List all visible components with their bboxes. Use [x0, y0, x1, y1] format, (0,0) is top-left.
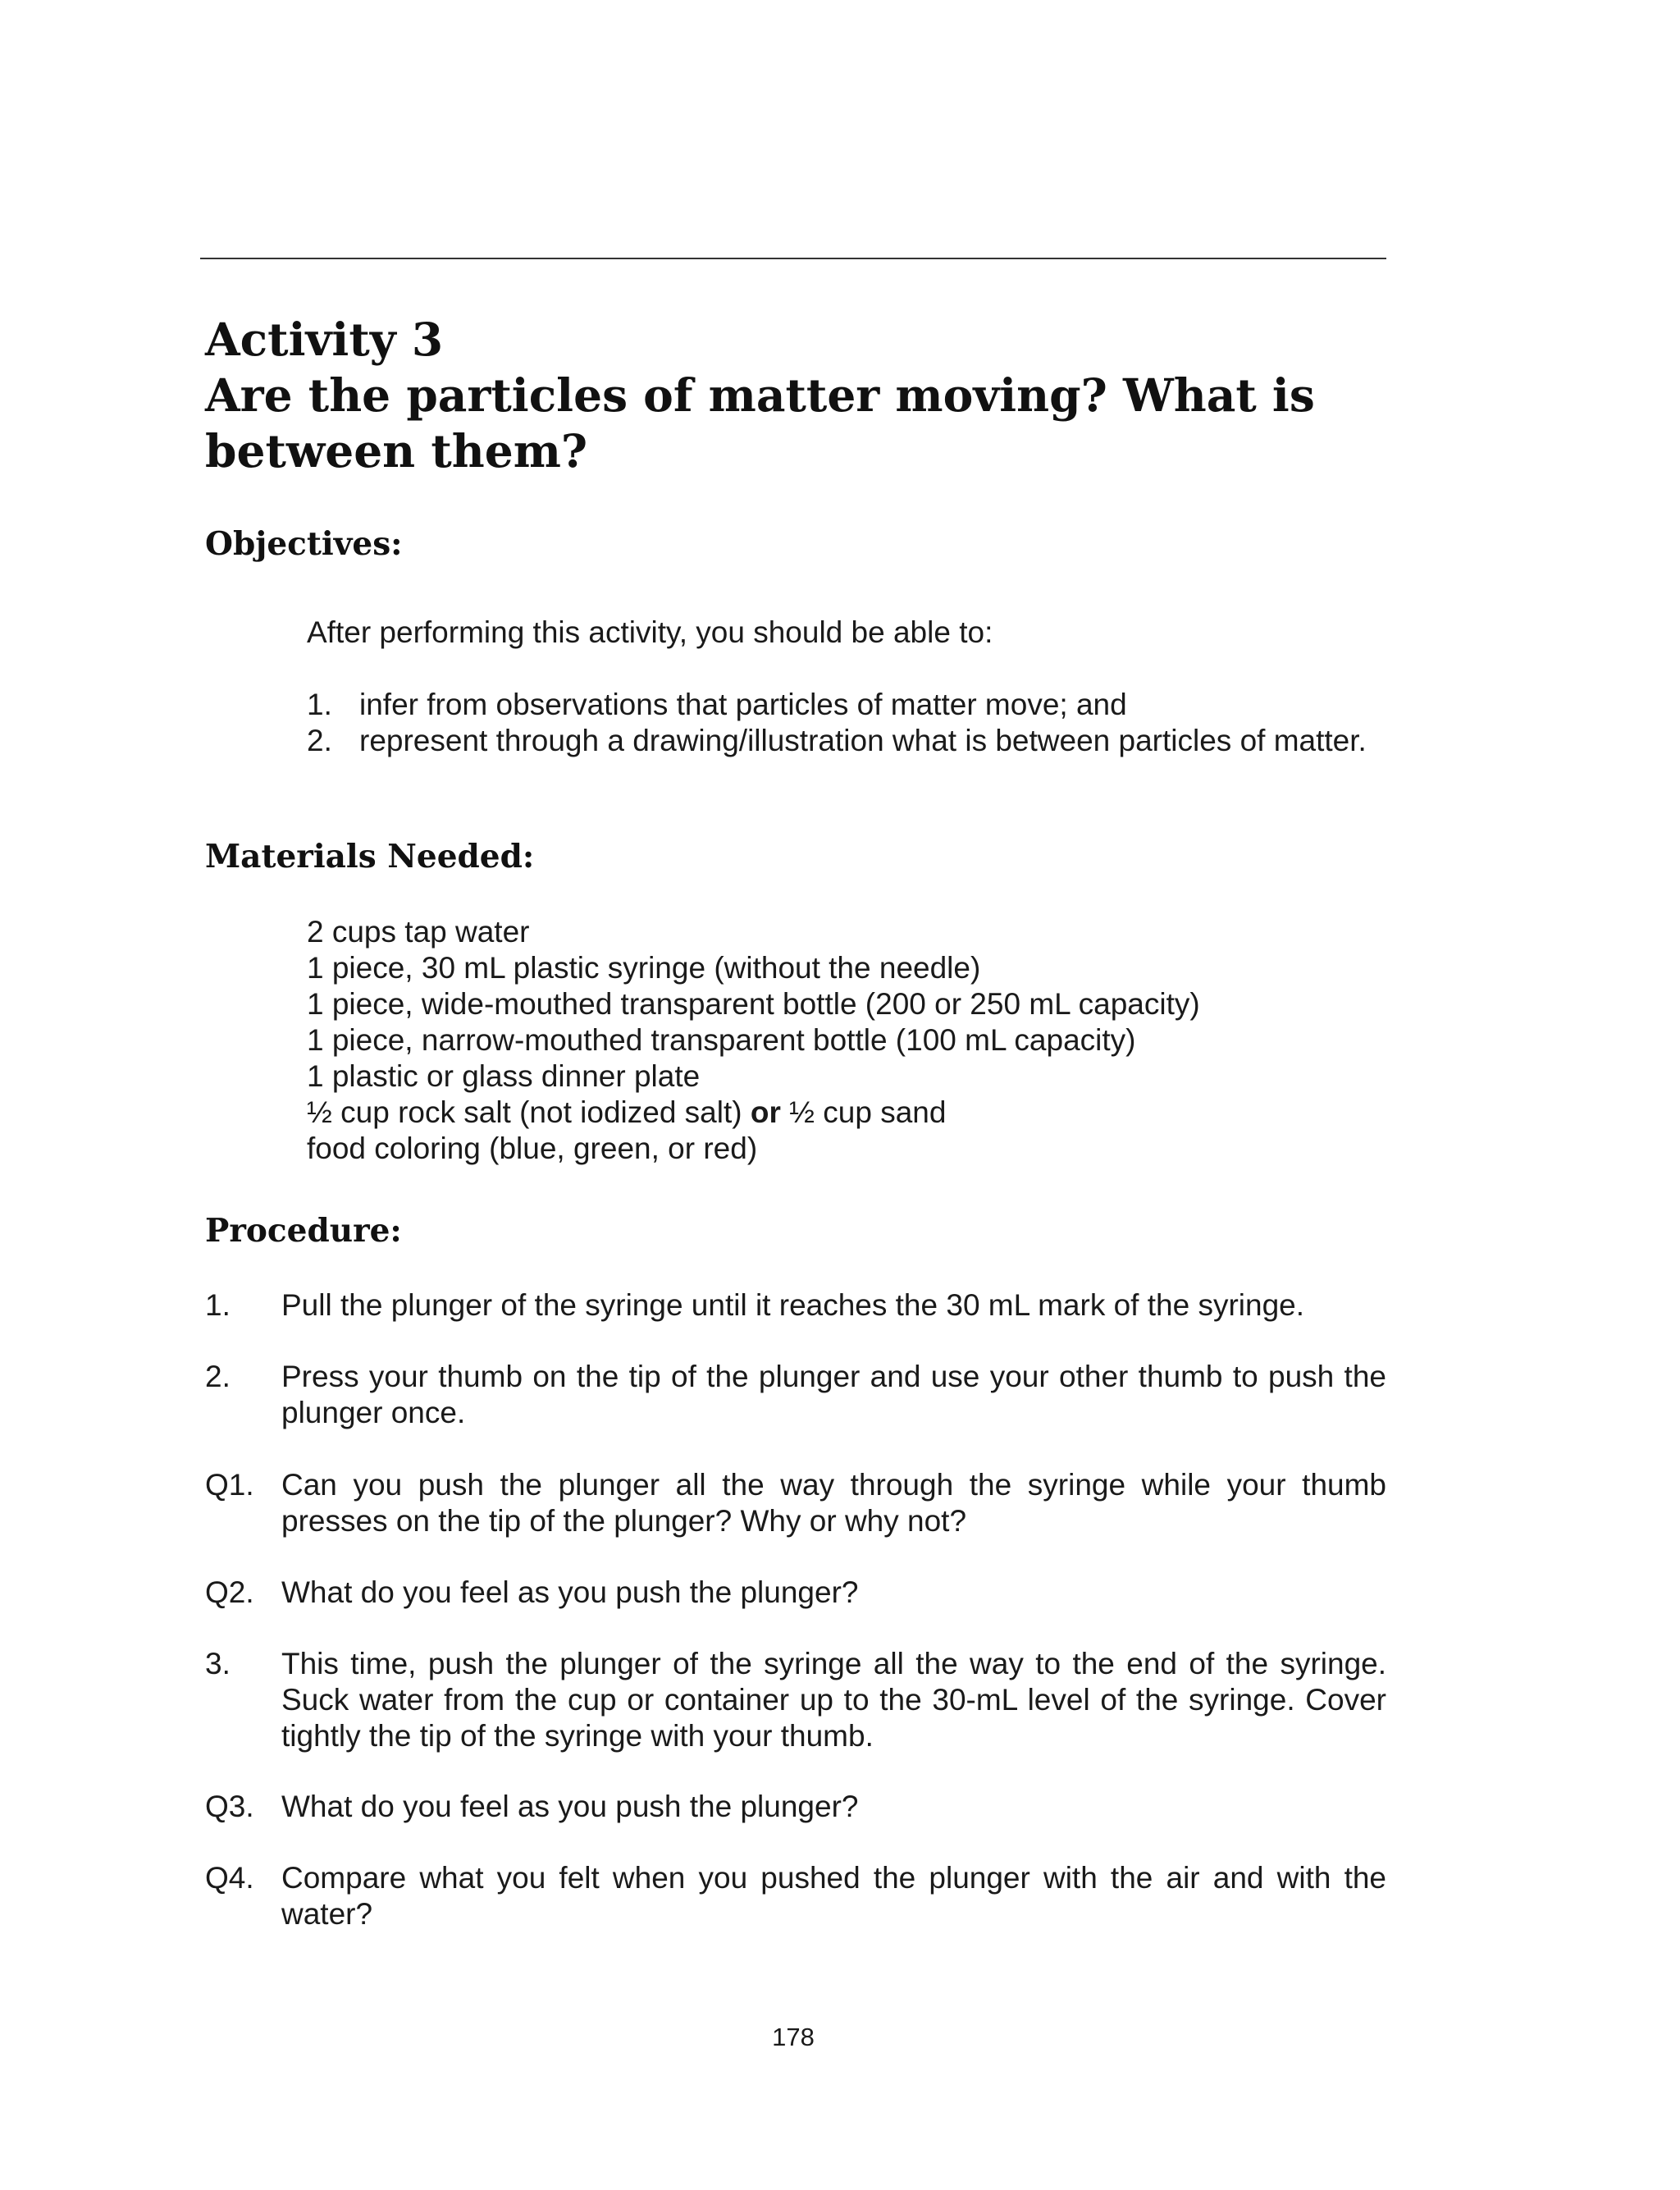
objectives-heading: Objectives: [205, 525, 403, 563]
step-text: This time, push the plunger of the syringe all the way to the end of the syringe. Suck water from the cup or container up to the 30-mL level of the syringe. Cover tightly the tip of the syringe with your thumb. [281, 1647, 1386, 1753]
objective-number: 2. [307, 724, 332, 757]
procedure-step [205, 1287, 1386, 1324]
procedure-question [205, 1860, 1386, 1932]
objectives-list [307, 687, 1386, 759]
material-item: 1 piece, narrow-mouthed transparent bottle (100 mL capacity) [307, 1023, 1136, 1057]
step-label: 2. [205, 1360, 231, 1393]
step-label: 1. [205, 1288, 231, 1322]
material-item: 2 cups tap water [307, 915, 530, 949]
question-label: Q3. [205, 1790, 254, 1823]
page-number: 178 [772, 2023, 815, 2051]
materials-heading: Materials Needed: [205, 838, 535, 876]
or-emphasis: or [750, 1095, 781, 1129]
activity-label: Activity 3 [205, 313, 444, 366]
procedure-step [205, 1359, 1386, 1431]
procedure-heading: Procedure: [205, 1212, 402, 1250]
material-item: 1 plastic or glass dinner plate [307, 1059, 701, 1093]
procedure-step [205, 1646, 1386, 1754]
question-text: What do you feel as you push the plunger? [281, 1790, 859, 1823]
step-label: 3. [205, 1647, 231, 1680]
procedure-question [205, 1575, 1386, 1611]
sand-text: ½ cup sand [780, 1095, 947, 1129]
question-label: Q2. [205, 1575, 254, 1609]
material-item: food coloring (blue, green, or red) [307, 1132, 758, 1165]
salt-text: ½ cup rock salt (not iodized salt) [307, 1095, 751, 1129]
material-item: 1 piece, wide-mouthed transparent bottle (200 or 250 mL capacity) [307, 987, 1200, 1021]
step-text: Pull the plunger of the syringe until it reaches the 30 mL mark of the syringe. [281, 1288, 1305, 1322]
activity-title-line-1: Are the particles of matter moving? What is [205, 368, 1315, 422]
procedure-question [205, 1467, 1386, 1539]
objective-number: 1. [307, 688, 332, 721]
objectives-intro: After performing this activity, you should be able to: [307, 615, 993, 649]
objective-item [307, 723, 1386, 759]
material-item-salt-or-sand [307, 1095, 1200, 1131]
objective-text: represent through a drawing/illustration what is between particles of matter. [359, 724, 1367, 757]
question-text: Can you push the plunger all the way through the syringe while your thumb presses on the tip of the plunger? Why or why not? [281, 1468, 1386, 1538]
activity-title-line-2: between them? [205, 424, 588, 478]
top-rule [200, 258, 1386, 259]
procedure-question [205, 1789, 1386, 1825]
question-text: What do you feel as you push the plunger? [281, 1575, 859, 1609]
activity-title [205, 312, 1395, 479]
objective-item [307, 687, 1386, 723]
question-label: Q4. [205, 1861, 254, 1895]
question-text: Compare what you felt when you pushed the plunger with the air and with the water? [281, 1861, 1386, 1931]
step-text: Press your thumb on the tip of the plunger and use your other thumb to push the plunger once. [281, 1360, 1386, 1429]
material-item: 1 piece, 30 mL plastic syringe (without the needle) [307, 951, 981, 985]
question-label: Q1. [205, 1468, 254, 1502]
objective-text: infer from observations that particles of matter move; and [359, 688, 1127, 721]
materials-list [307, 914, 1200, 1167]
